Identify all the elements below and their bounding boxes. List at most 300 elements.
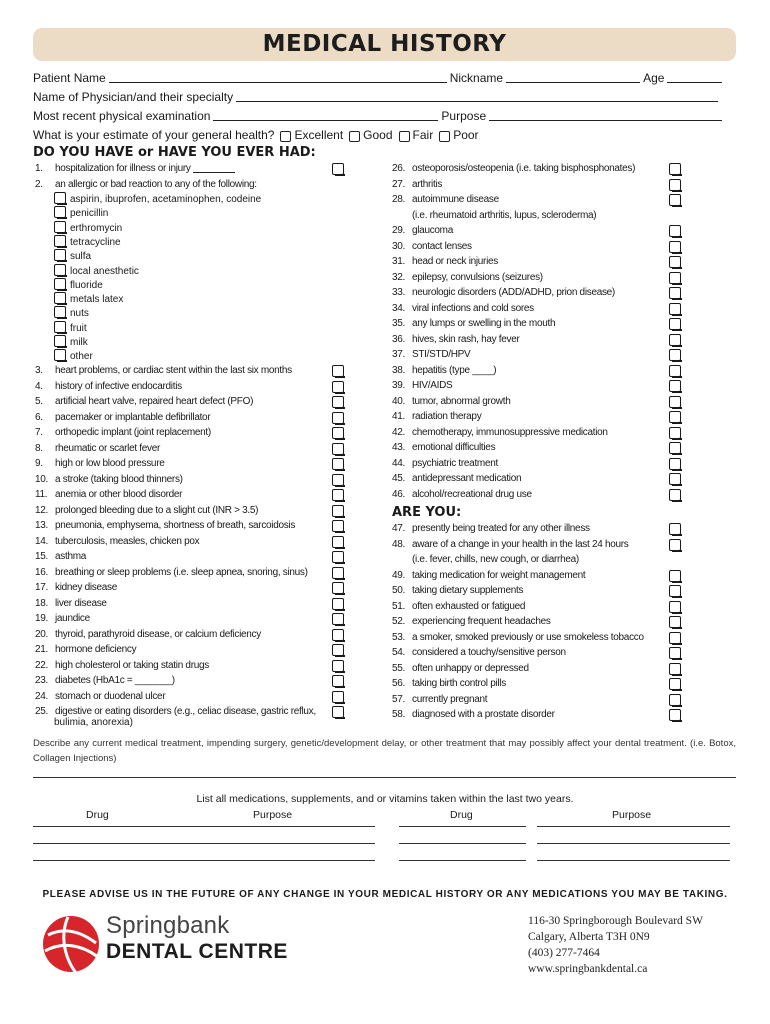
question-checkbox[interactable]	[332, 582, 344, 594]
question-number: 24.	[35, 690, 49, 702]
question-checkbox[interactable]	[669, 349, 681, 361]
medication-input-line[interactable]	[399, 860, 526, 861]
logo-name: Springbank	[106, 912, 230, 939]
question-item	[35, 505, 258, 520]
good-label: Good	[363, 128, 393, 142]
right-question-column	[392, 163, 692, 723]
question-checkbox[interactable]	[669, 396, 681, 408]
question-item	[35, 660, 209, 675]
question-text: a smoker, smoked previously or use smokeless tobacco	[412, 631, 644, 643]
allergy-item	[54, 335, 88, 348]
question-item	[35, 598, 107, 613]
question-item	[392, 241, 472, 256]
question-checkbox[interactable]	[669, 256, 681, 268]
question-checkbox[interactable]	[669, 458, 681, 470]
question-text: any lumps or swelling in the mouth	[412, 318, 556, 329]
question-number: 26.	[392, 163, 406, 174]
age-input[interactable]	[667, 71, 722, 83]
question-checkbox[interactable]	[332, 520, 344, 532]
question-text: anemia or other blood disorder	[55, 489, 183, 500]
question-number: 28.	[392, 194, 406, 205]
question-text: epilepsy, convulsions (seizures)	[412, 271, 543, 283]
question-number: 30.	[392, 240, 406, 252]
question-checkbox[interactable]	[669, 287, 681, 299]
allergy-checkbox[interactable]	[54, 306, 66, 318]
drug-header-1: Drug	[86, 809, 109, 821]
question-item	[392, 694, 487, 709]
allergy-item	[54, 306, 89, 319]
question-text: artificial heart valve, repaired heart defect (PFO)	[55, 396, 254, 407]
allergy-item	[54, 235, 121, 248]
question-checkbox[interactable]	[669, 585, 681, 597]
question-item	[35, 427, 211, 442]
question-text: kidney disease	[55, 582, 117, 593]
question-number: 10.	[35, 473, 49, 485]
purpose-header-2: Purpose	[612, 809, 652, 821]
title-banner	[33, 28, 736, 61]
question-number: 56.	[392, 678, 406, 689]
allergy-checkbox[interactable]	[54, 192, 66, 204]
question-checkbox[interactable]	[332, 412, 344, 424]
question-item	[35, 474, 183, 489]
question-text: breathing or sleep problems (i.e. sleep apnea, snoring, sinus)	[55, 566, 308, 578]
question-number: 46.	[392, 488, 406, 500]
question-number: 25.	[35, 706, 49, 717]
question-number: 35.	[392, 318, 406, 329]
question-checkbox[interactable]	[669, 427, 681, 439]
question-checkbox[interactable]	[669, 179, 681, 191]
question-text: antidepressant medication	[412, 473, 522, 484]
question-text: pneumonia, emphysema, shortness of breath, sarcoidosis	[55, 520, 296, 531]
question-text: alcohol/recreational drug use	[412, 488, 532, 500]
question-item	[392, 427, 608, 442]
question-checkbox[interactable]	[669, 225, 681, 237]
question-item	[392, 539, 628, 554]
question-item	[392, 411, 481, 426]
poor-checkbox[interactable]	[439, 131, 450, 142]
question-item	[392, 663, 529, 678]
question-text: rheumatic or scarlet fever	[55, 442, 161, 454]
question-item	[35, 551, 86, 566]
question-text: arthritis	[412, 178, 443, 190]
question-text: viral infections and cold sores	[412, 302, 534, 314]
question-item	[392, 632, 644, 647]
question-item	[392, 256, 498, 271]
question-checkbox[interactable]	[669, 632, 681, 644]
question-text: considered a touchy/sensitive person	[412, 647, 566, 658]
question-checkbox[interactable]	[332, 365, 344, 377]
allergy-checkbox[interactable]	[54, 264, 66, 276]
allergy-checkbox[interactable]	[54, 321, 66, 333]
allergy-label: sulfa	[70, 251, 92, 263]
question-text: asthma	[55, 551, 86, 562]
question-number: 34.	[392, 302, 406, 314]
question-text: head or neck injuries	[412, 256, 498, 267]
section-title-have-had: DO YOU HAVE or HAVE YOU EVER HAD:	[33, 145, 316, 160]
allergy-checkbox[interactable]	[54, 349, 66, 361]
question-number: 7.	[35, 427, 43, 438]
medication-input-line[interactable]	[174, 843, 375, 844]
good-checkbox[interactable]	[349, 131, 360, 142]
question-item	[392, 709, 555, 724]
question-checkbox[interactable]	[669, 272, 681, 284]
question-checkbox[interactable]	[669, 241, 681, 253]
question-text: heart problems, or cardiac stent within the last six months	[55, 365, 292, 376]
question-text: (i.e. fever, chills, new cough, or diarrhea)	[412, 554, 579, 565]
question-item	[392, 570, 585, 585]
medication-input-line[interactable]	[174, 860, 375, 861]
question-checkbox[interactable]	[332, 489, 344, 501]
question-checkbox[interactable]	[669, 539, 681, 551]
question-checkbox[interactable]	[332, 675, 344, 687]
question-text: (i.e. rheumatoid arthritis, lupus, scleroderma)	[412, 209, 597, 221]
question-item	[392, 647, 566, 662]
question-item	[35, 536, 199, 551]
question-text: history of infective endocarditis	[55, 380, 182, 392]
question-number: 39.	[392, 380, 406, 391]
allergy-label: nuts	[70, 308, 89, 320]
allergy-label: erthromycin	[70, 222, 123, 234]
medication-input-line[interactable]	[537, 843, 730, 844]
question-checkbox[interactable]	[669, 194, 681, 206]
question-number: 57.	[392, 693, 406, 705]
question-item	[392, 473, 521, 488]
question-item	[392, 179, 442, 194]
question-number: 18.	[35, 597, 49, 609]
question-item	[392, 442, 495, 457]
allergy-item	[54, 221, 122, 234]
question-item	[392, 489, 532, 504]
question-item	[392, 616, 551, 631]
question-number: 8.	[35, 442, 43, 454]
question-text: radiation therapy	[412, 411, 482, 422]
question-item	[35, 629, 261, 644]
question-number: 33.	[392, 287, 406, 298]
question-text: contact lenses	[412, 240, 472, 252]
question-checkbox[interactable]	[669, 303, 681, 315]
question-text: HIV/AIDS	[412, 380, 453, 391]
question-checkbox[interactable]	[669, 489, 681, 501]
allergy-checkbox[interactable]	[54, 249, 66, 261]
question-number: 11.	[35, 489, 48, 500]
question-text: hepatitis (type ____)	[412, 364, 497, 376]
question-number: 19.	[35, 613, 49, 624]
question-item	[35, 644, 136, 659]
question-text: stomach or duodenal ulcer	[55, 690, 166, 702]
question-item	[35, 691, 165, 706]
question-checkbox[interactable]	[332, 458, 344, 470]
question-checkbox[interactable]	[332, 660, 344, 672]
question-text: tuberculosis, measles, chicken pox	[55, 535, 200, 547]
question-checkbox[interactable]	[332, 443, 344, 455]
question-number: 20.	[35, 628, 49, 640]
question-text: neurologic disorders (ADD/ADHD, prion disease)	[412, 287, 615, 298]
question-checkbox[interactable]	[332, 163, 344, 175]
question-text: chemotherapy, immunosuppressive medication	[412, 426, 608, 438]
question-number: 45.	[392, 473, 406, 484]
allergy-checkbox[interactable]	[54, 235, 66, 247]
question-number: 23.	[35, 675, 49, 686]
question-number: 44.	[392, 457, 406, 469]
question-item	[392, 523, 590, 538]
question-item	[392, 678, 506, 693]
question-item	[392, 210, 596, 225]
question-number: 58.	[392, 709, 406, 720]
allergy-label: tetracycline	[70, 236, 121, 248]
question-number: 51.	[392, 600, 406, 612]
question-item	[35, 613, 90, 628]
question-item	[35, 458, 165, 473]
question-number: 22.	[35, 659, 49, 671]
question-number: 41.	[392, 411, 406, 422]
question-item	[35, 412, 210, 427]
question-number: 38.	[392, 364, 406, 376]
question-number: 3.	[35, 365, 43, 376]
allergy-item	[54, 321, 87, 334]
question-number: 31.	[392, 256, 406, 267]
question-item	[392, 287, 615, 302]
question-text: psychiatric treatment	[412, 457, 498, 469]
allergy-item	[54, 349, 93, 362]
question-checkbox[interactable]	[332, 598, 344, 610]
exam-input[interactable]	[213, 109, 438, 121]
question-number	[392, 554, 412, 569]
address-phone: (403) 277-7464	[528, 947, 600, 959]
question-number: 49.	[392, 569, 406, 581]
purpose-input[interactable]	[489, 109, 722, 121]
question-checkbox[interactable]	[669, 442, 681, 454]
medication-input-line[interactable]	[174, 826, 375, 827]
question-text: prolonged bleeding due to a slight cut (INR > 3.5)	[55, 504, 259, 516]
medication-input-line[interactable]	[399, 843, 526, 844]
allergy-checkbox[interactable]	[54, 221, 66, 233]
question-text: experiencing frequent headaches	[412, 616, 551, 627]
question-text: taking medication for weight management	[412, 569, 586, 581]
question-checkbox[interactable]	[669, 694, 681, 706]
question-item	[35, 396, 253, 411]
question-number: 5.	[35, 396, 43, 407]
describe-treatment-input[interactable]	[33, 777, 736, 778]
question-number: 15.	[35, 551, 49, 562]
question-text: high cholesterol or taking statin drugs	[55, 659, 209, 671]
question-item	[392, 585, 523, 600]
allergy-checkbox[interactable]	[54, 278, 66, 290]
question-checkbox[interactable]	[669, 616, 681, 628]
question-text: jaundice	[55, 613, 90, 624]
question-item	[35, 489, 182, 504]
question-text: hormone deficiency	[55, 644, 137, 655]
question-number: 16.	[35, 566, 49, 578]
question-checkbox[interactable]	[332, 691, 344, 703]
question-text: STI/STD/HPV	[412, 349, 471, 360]
question-number: 2.	[35, 179, 43, 190]
patient-name-label: Patient Name	[33, 71, 106, 85]
question-text: orthopedic implant (joint replacement)	[55, 427, 211, 438]
fair-checkbox[interactable]	[399, 131, 410, 142]
allergy-label: fruit	[70, 322, 87, 334]
question-checkbox[interactable]	[332, 644, 344, 656]
health-question: What is your estimate of your general health?	[33, 128, 275, 142]
age-label: Age	[643, 71, 665, 85]
question-checkbox[interactable]	[332, 706, 344, 718]
allergy-item	[54, 278, 103, 291]
question-item	[392, 334, 520, 349]
allergy-label: other	[70, 351, 93, 363]
question-checkbox[interactable]	[332, 396, 344, 408]
physician-input[interactable]	[236, 90, 718, 102]
question-checkbox[interactable]	[669, 647, 681, 659]
question-item	[392, 318, 555, 333]
question-checkbox[interactable]	[332, 551, 344, 563]
allergy-item	[54, 264, 139, 277]
question-number: 32.	[392, 271, 406, 283]
allergy-item	[54, 292, 123, 305]
question-number: 21.	[35, 644, 49, 655]
question-checkbox[interactable]	[669, 709, 681, 721]
question-number: 4.	[35, 380, 43, 392]
question-checkbox[interactable]	[669, 570, 681, 582]
question-checkbox[interactable]	[669, 318, 681, 330]
nickname-label: Nickname	[449, 71, 504, 85]
question-checkbox[interactable]	[332, 613, 344, 625]
question-checkbox[interactable]	[669, 334, 681, 346]
question-item	[392, 303, 534, 318]
advise-notice: PLEASE ADVISE US IN THE FUTURE OF ANY CHANGE IN YOUR MEDICAL HISTORY OR ANY MEDICATIONS YOU MAY BE TAKING.	[42, 889, 728, 900]
springbank-logo-icon	[40, 913, 102, 975]
allergy-item	[54, 192, 261, 205]
question-number: 52.	[392, 616, 406, 627]
question-text: osteoporosis/osteopenia (i.e. taking bisphosphonates)	[412, 163, 636, 174]
patient-info-fields	[33, 66, 736, 142]
question-number: 13.	[35, 520, 49, 531]
question-number: 6.	[35, 411, 43, 423]
question-number: 48.	[392, 538, 406, 550]
question-number: 9.	[35, 458, 43, 469]
question-item	[35, 381, 182, 396]
question-text: currently pregnant	[412, 693, 488, 705]
nickname-input[interactable]	[506, 71, 640, 83]
question-text: glaucoma	[412, 225, 453, 236]
allergy-item	[54, 206, 108, 219]
question-text: often exhausted or fatigued	[412, 600, 526, 612]
question-item	[392, 458, 498, 473]
question-number: 12.	[35, 504, 49, 516]
question-checkbox[interactable]	[332, 427, 344, 439]
question-text: digestive or eating disorders (e.g., celiac disease, gastric reflux,	[55, 706, 316, 717]
allergy-checkbox[interactable]	[54, 206, 66, 218]
question-item	[35, 520, 295, 535]
question-text: hives, skin rash, hay fever	[412, 333, 520, 345]
question-number: 50.	[392, 585, 406, 596]
question-number: 36.	[392, 333, 406, 345]
question-checkbox[interactable]	[669, 380, 681, 392]
question-text: emotional difficulties	[412, 442, 496, 453]
question-number: 53.	[392, 631, 406, 643]
address-city: Calgary, Alberta T3H 0N9	[528, 931, 650, 943]
purpose-header-1: Purpose	[253, 809, 293, 821]
question-number: 14.	[35, 535, 49, 547]
question-number: 29.	[392, 225, 406, 236]
question-checkbox[interactable]	[669, 411, 681, 423]
question-checkbox[interactable]	[669, 523, 681, 535]
allergy-checkbox[interactable]	[54, 292, 66, 304]
allergy-label: fluoride	[70, 279, 103, 291]
question-text: pacemaker or implantable defibrillator	[55, 411, 211, 423]
hospitalization-line	[193, 163, 235, 173]
question-item	[35, 443, 160, 458]
address-street: 116-30 Springborough Boulevard SW	[528, 915, 703, 927]
question-text: autoimmune disease	[412, 194, 499, 205]
question-item	[392, 380, 452, 395]
question-item	[392, 396, 510, 411]
question-checkbox[interactable]	[332, 505, 344, 517]
medication-input-line[interactable]	[537, 826, 730, 827]
question-text: diagnosed with a prostate disorder	[412, 709, 555, 720]
section-title-are-you: ARE YOU:	[392, 505, 462, 520]
question-number: 1.	[35, 163, 43, 174]
question-checkbox[interactable]	[332, 536, 344, 548]
question-checkbox[interactable]	[332, 567, 344, 579]
excellent-label: Excellent	[294, 128, 344, 142]
question-checkbox[interactable]	[669, 365, 681, 377]
allergy-label: local anesthetic	[70, 265, 139, 277]
question-text: tumor, abnormal growth	[412, 395, 511, 407]
question-number: 42.	[392, 426, 406, 438]
poor-label: Poor	[453, 128, 479, 142]
question-text: a stroke (taking blood thinners)	[55, 473, 183, 485]
question-checkbox[interactable]	[669, 678, 681, 690]
question-item	[392, 554, 579, 569]
question-checkbox[interactable]	[332, 629, 344, 641]
describe-treatment-text: Describe any current medical treatment, impending surgery, genetic/development delay, or other treatment that may possibly affect your dental treatment. (i.e. Botox, Collagen Injections)	[33, 738, 736, 764]
medication-input-line[interactable]	[537, 860, 730, 861]
question-item	[392, 194, 499, 209]
q25-continuation: bulimia, anorexia)	[54, 717, 133, 728]
question-number: 27.	[392, 178, 406, 190]
drug-header-2: Drug	[450, 809, 473, 821]
allergy-label: metals latex	[70, 294, 124, 306]
question-item	[35, 567, 308, 582]
medication-input-line[interactable]	[399, 826, 526, 827]
excellent-checkbox[interactable]	[280, 131, 291, 142]
patient-name-input[interactable]	[109, 71, 447, 83]
question-item	[392, 349, 470, 364]
question-number: 40.	[392, 395, 406, 407]
clinic-address	[528, 913, 703, 977]
question-text: presently being treated for any other illness	[412, 523, 590, 534]
question-checkbox[interactable]	[669, 473, 681, 485]
allergy-checkbox[interactable]	[54, 335, 66, 347]
question-text: liver disease	[55, 597, 107, 609]
exam-label: Most recent physical examination	[33, 109, 211, 123]
question-item	[35, 163, 235, 178]
question-item	[392, 272, 543, 287]
question-number: 47.	[392, 523, 406, 534]
question-item	[35, 365, 292, 380]
question-item	[392, 163, 635, 178]
question-checkbox[interactable]	[669, 163, 681, 175]
question-number	[392, 210, 412, 225]
question-text: hospitalization for illness or injury	[55, 163, 191, 174]
question-number: 43.	[392, 442, 406, 453]
question-text: often unhappy or depressed	[412, 662, 529, 674]
question-checkbox[interactable]	[332, 381, 344, 393]
question-checkbox[interactable]	[332, 474, 344, 486]
question-checkbox[interactable]	[669, 663, 681, 675]
question-text: taking birth control pills	[412, 678, 506, 689]
question-item	[392, 365, 496, 380]
question-checkbox[interactable]	[669, 601, 681, 613]
